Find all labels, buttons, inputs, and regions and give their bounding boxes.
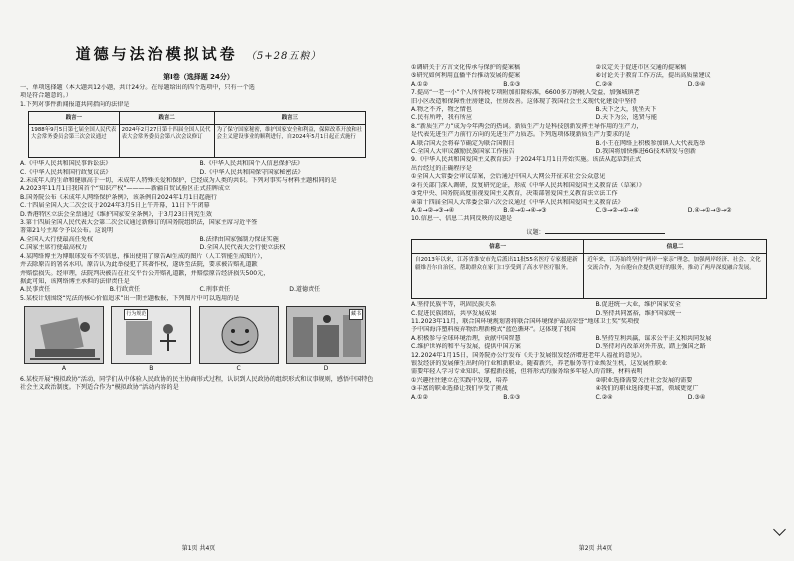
section-subtitle: 第Ⅰ卷（选择题 24分） [163, 73, 234, 81]
q12-option-4: ④我们的职业选择更丰富，领域更宽广 [595, 385, 699, 393]
q7-stem-1: 7.提高“一老一小”个人所得税专项附加扣除标准，6600多万纳税人受益，加强城镇老 [411, 89, 640, 97]
q10-table [411, 239, 767, 299]
q10-option-c: C.促进民族团结，共享发展成果 [411, 309, 497, 317]
q9-answer-a: A.①→②→③→④ [411, 206, 455, 214]
q1-stem: 1.下列对事件新闻报道共同指向的法律是 [20, 100, 130, 108]
q9-answer-d: D.④→①→③→② [687, 206, 732, 214]
q7-option-c: C.民有所呼，我有所应 [411, 114, 473, 122]
cartoon-d-caption: 藏书 [349, 309, 363, 319]
q2-stem: 2.未成年人的生命和健康高于一切，未成年人特殊关爱和保护，已经成为人类的共识。下列对事实与材料主题相同的是 [20, 177, 337, 185]
q9-step-2: ②有关部门深入调研，反复研究论证，形成《中华人民共和国爱国主义教育法（草案）》 [411, 181, 645, 189]
q12-answer-d: D.③④ [687, 393, 706, 401]
q10-header-2: 信息二 [584, 240, 767, 254]
q11-options-2 [411, 343, 780, 351]
q9-answers [411, 207, 780, 215]
q3-option-d: D.全国人民代表大会行使立法权 [199, 244, 286, 252]
q10-topic-blank [545, 226, 665, 234]
q9-stem-1: 9.《中华人民共和国爱国主义教育法》于2024年1月1日开始实施。该法从起草到正式 [411, 156, 642, 164]
section-header-cont: 项是符合题意的。） [20, 92, 72, 100]
q12-answer-b: B.①③ [503, 393, 521, 401]
cartoon-a-illustration [25, 307, 104, 364]
q5-label-c: C [236, 365, 241, 373]
q12-option-1: ①兴趣往往建立在实践中发现，培养 [411, 376, 508, 384]
cartoon-c [199, 306, 279, 364]
q11-option-b: B.坚持互利共赢，谋求公平正义和共同发展 [595, 334, 712, 342]
q8-options [411, 140, 780, 148]
page-two-footer: 第2页 共4页 [578, 544, 613, 552]
q6-options-row1 [411, 64, 780, 72]
q10-option-a: A.坚持民族平等，巩固民族关系 [411, 301, 497, 309]
q4-option-a: A.民事责任 [20, 286, 51, 294]
section-header: 一、单项选择题（本大题共12小题，共计24分。在每题给出的四个选项中，只有一个选 [20, 84, 255, 91]
q1-options [20, 160, 379, 168]
q2-option-c: C.十四届全国人大二次会议于2024年3月5日上午开幕，11日下午闭幕 [20, 202, 210, 210]
q6-answer-b: B.①③ [503, 80, 521, 88]
q3-stem-2: 署第21号主席令予以公布。这说明 [20, 227, 114, 235]
q5-label-d: D [323, 365, 329, 373]
q9-step-4: ④第十四届全国人大常委会第六次会议通过《中华人民共和国爱国主义教育法》 [411, 198, 624, 206]
q9-step-3: ③党中央、国务院高度重视爱国主义教育，决策部署爱国主义教育法立法工作 [411, 190, 618, 198]
q11-option-c: C.维护世界的和平与发展，提供中国方案 [411, 343, 521, 351]
q12-stem-1: 12.2024年1月15日，国务院办公厅发布《关于发展银发经济增进老年人福祉的意见》。 [411, 351, 646, 359]
q6-answers [411, 81, 780, 89]
q1-cell-3: 为了保守国家秘密，维护国家安全和利益，保障改革开放和社会主义建设事业的顺利进行，自2024年5月1日起正式施行 [214, 125, 365, 158]
q5-stem: 5.某校计划围绕“宪法的核心价值追求”出一期主题板报，下列图片中可以选用的是 [20, 294, 240, 302]
check-mark-icon [773, 523, 786, 536]
q7-options-2 [411, 114, 780, 122]
q12-answer-c: C.②④ [595, 393, 613, 401]
q4-option-c: C.刑事责任 [199, 286, 231, 294]
q3-stem-1: 3.第十四届全国人民代表大会第二次会议通过新修订的国务院组织法，国家主席习近平签 [20, 219, 258, 227]
q2-option-b: B.国务院公布《未成年人网络保护条例》，该条例自2024年1月1日起施行 [20, 193, 217, 201]
q3-option-a: A.全国人大行使最高任免权 [20, 235, 94, 243]
q8-stem-1: 8.“新质生产力”成为今年两会的热词。新质生产力是科技创新发挥主导作用的生产力， [411, 122, 643, 130]
q5-cartoons [24, 306, 366, 364]
cartoon-c-illustration [200, 307, 279, 364]
q7-option-a: A.物之不齐，物之情也 [411, 106, 472, 114]
q7-option-d: D.天下为公，选贤与能 [595, 114, 657, 122]
q1-cell-1: 1988年9月5日第七届全国人民代表大会常务委员会第三次会议通过 [29, 125, 120, 158]
q12-answer-a: A.①② [411, 393, 428, 401]
cartoon-d [286, 306, 366, 364]
q10-cell-1: 自2013年以来，江苏省淮安市先后派出11批55名医疗专家援建新疆维吾尔自治区，帮助群众在家门口享受到了高水平医疗服务。 [412, 254, 584, 299]
q12-answers [411, 394, 780, 402]
handwritten-note: （5+28五粮） [245, 51, 322, 62]
q11-option-a: A.积极参与全球环境治理，贡献中国智慧 [411, 334, 521, 342]
q3-options [20, 236, 379, 244]
left-content [20, 84, 379, 392]
page-one-footer: 第1页 共4页 [181, 544, 216, 552]
q9-answer-b: B.②→①→④→③ [503, 206, 547, 214]
q4-options [20, 286, 379, 294]
q1-header-2: 践言二 [119, 112, 214, 125]
q12-stem-3: 需要年轻人学习专业知识、掌握新技能，但将形式的服务给多年轻人的青睐，材料表明 [411, 368, 643, 376]
q10-topic [411, 226, 780, 237]
q8-stem-2: 是代表先进生产力前行方向的先进生产力质态。下列选项体现新质生产力要求的是 [411, 131, 631, 139]
q4-option-b: B.行政责任 [109, 286, 141, 294]
q3-option-b: B.法律由国家强制力保证实施 [199, 235, 279, 243]
q12-options [411, 377, 780, 385]
cartoon-a [24, 306, 104, 364]
q10-stem: 10.信息一、信息二共同反映的议题是 [411, 215, 513, 223]
q7-options [411, 106, 780, 114]
q7-option-b: B.天下之大，犹坐天下 [595, 106, 657, 114]
cartoon-b-caption: 行为规范 [124, 309, 148, 319]
q2-option-d: D.香港特区立法会全票通过《维护国家安全条例》，于3月23日刊宪生效 [20, 210, 212, 218]
right-content [411, 64, 780, 402]
q12-stem-2: 银发经济的发展催生出时尚行业和新职业。随着新兴，养老服务等行业焕发生机，这发展性职业 [411, 359, 667, 367]
q8-option-c: C.全国人大审议激励民族国家工作报告 [411, 148, 515, 156]
exam-title [0, 45, 397, 63]
q8-option-d: D.我国将加快推进6G技术研发与创新 [595, 148, 697, 156]
q8-option-a: A.联合国大会将春节确定为联合国假日 [411, 139, 515, 147]
q9-answer-c: C.③→②→①→④ [595, 206, 639, 214]
q1-header-3: 践言三 [214, 112, 365, 125]
q8-options-2 [411, 148, 780, 156]
q10-topic-label: 议题： [526, 228, 545, 236]
q1-cell-2: 2024年2月27日第十四届全国人民代表大会常务委员会第八次会议修订 [119, 125, 214, 158]
title-text: 道德与法治模拟试卷 [75, 45, 238, 63]
q1-option-b: B.《中华人民共和国个人信息保护法》 [199, 160, 304, 168]
q4-stem-1: 4.某网络博主为博眼球发布不实信息，推出使用了原告AI生成的图片（人工智能生成图片）， [20, 252, 267, 260]
q10-options [411, 301, 780, 309]
q5-label-b: B [149, 365, 154, 373]
q6-stem: 6.某校开展“模拟政协”活动，同学们从中体验人民政协的民主协商形式过程，认识到人民政协的组织形式和议事规则，感悟中国特色社会主义政治制度。下列适合作为“模拟政协”活动内容的是 [20, 375, 374, 391]
q1-option-a: A.《中华人民共和国民事诉讼法》 [20, 160, 112, 168]
q6-answer-d: D.③④ [687, 80, 706, 88]
q4-stem-3: 并赔偿损失。经审理，法院判决被告在社交平台公开赔礼道歉，并赔偿原告经济损失500元， [20, 269, 270, 277]
q6-answer-c: C.②④ [595, 80, 613, 88]
q6-answer-a: A.①② [411, 80, 428, 88]
q12-option-3: ③丰富的职业选择让我们享受了挑战 [411, 385, 508, 393]
q5-label-a: A [61, 365, 67, 373]
q3-options-2 [20, 244, 379, 252]
q4-stem-2: 并去除原告的署名水印。原告认为此举侵犯了其著作权，遂诉至法院，要求被告赔礼道歉 [20, 261, 258, 269]
q6-option-4: ⑥讨论关于教育工作方法，提出高质量建议 [595, 72, 711, 80]
q1-option-d: D.《中华人民共和国保守国家秘密法》 [199, 168, 304, 176]
q10-header-1: 信息一 [412, 240, 584, 254]
q4-option-d: D.道德责任 [289, 286, 321, 294]
page-two [397, 0, 794, 561]
q6-option-3: ⑤研究如何利用直播平台推动发展的提案 [411, 72, 521, 80]
q10-option-d: D.坚持共同富裕，维护国家统一 [595, 309, 682, 317]
q2-option-a: A.2023年11月1日我国首个“知识产权”————新疆自贸试验区正式挂牌成立 [20, 185, 231, 193]
q10-option-b: B.促进统一大业，维护国家安全 [595, 301, 681, 309]
q1-option-c: C.《中华人民共和国行政复议法》 [20, 168, 112, 176]
q11-stem-1: 11.2023年11月，联合国环境规划署将联合国环境保护最高荣誉“地球卫士奖”奖项授 [411, 317, 640, 325]
q6-options-row2 [411, 72, 780, 80]
q6-option-1: ①调研关于方言文化传承与保护的提案稿 [411, 64, 521, 71]
q8-option-b: B.小王在网络上积极参加镇人大代表选举 [595, 139, 706, 147]
cartoon-b [111, 306, 191, 364]
q11-option-d: D.坚持对内改革对外开放，踏上强国之路 [595, 343, 706, 351]
q10-cell-2: 近年来，江苏始终坚持“两岸一家亲”理念，加强两岸经济、社会、文化交流合作，为台胞台企提供更好的服务，推动了两岸深度融合发展。 [584, 254, 767, 299]
q5-labels [24, 365, 366, 373]
q7-stem-2: 旧小区改造和保障性住房建设，住房改善。这体现了我国社会主义现代化建设中坚持 [411, 97, 637, 105]
q9-stem-2: 出台经过的正确程序是 [411, 164, 472, 172]
q3-option-c: C.国家主席行使最高权力 [20, 244, 88, 252]
q12-option-2: ②职业选择需要关注社会发展的需要 [595, 376, 693, 384]
q1-options-2 [20, 169, 379, 177]
q12-options-2 [411, 385, 780, 393]
q6-option-2: ②议定关于促进市区交通的提案稿 [595, 64, 687, 71]
q10-options-2 [411, 310, 780, 318]
q4-stem-4: 据此可知，该网络博主承担的法律责任是 [20, 277, 130, 285]
q11-stem-2: 予中国海洋塑料废弃物治理新模式“蓝色循环”。这体现了我国 [411, 326, 576, 334]
q11-options [411, 335, 780, 343]
q1-table [28, 111, 366, 158]
q1-header-1: 践言一 [29, 112, 120, 125]
q9-step-1: ①全国人大常委会审议草案，会后通过中国人大网公开征求社会公众意见 [411, 173, 606, 181]
